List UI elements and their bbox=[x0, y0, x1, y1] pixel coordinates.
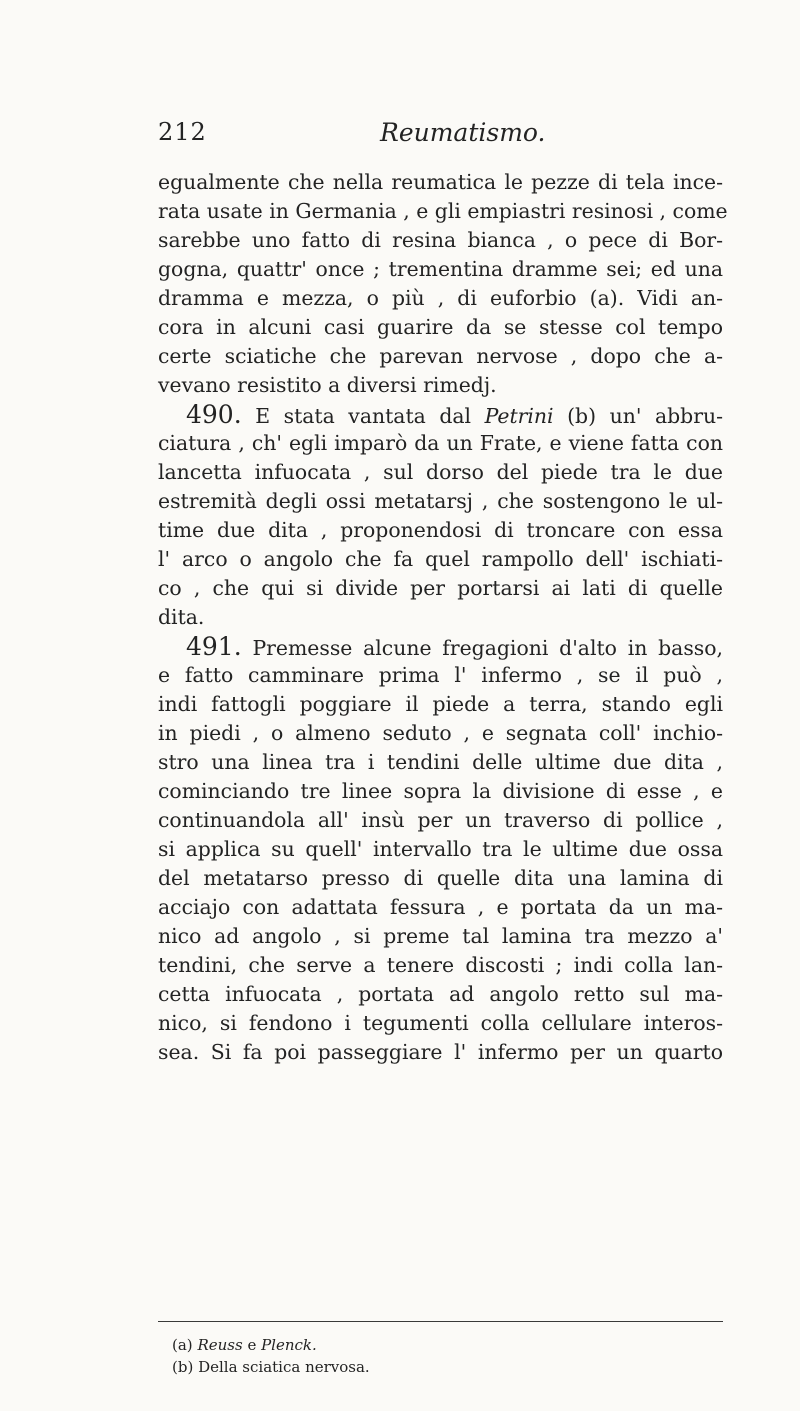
text-line: lancetta infuocata , sul dorso del piede tra le due bbox=[158, 460, 723, 484]
footnotes bbox=[172, 1334, 572, 1378]
footnote-text: Della sciatica nervosa. bbox=[198, 1358, 370, 1376]
footnote-mark: (b) bbox=[172, 1358, 194, 1376]
text-line: nico ad angolo , si preme tal lamina tra mezzo a' bbox=[158, 924, 723, 948]
text-line: sea. Si fa poi passeggiare l' infermo per un quarto bbox=[158, 1040, 723, 1064]
text-line: in piedi , o almeno seduto , e segnata coll' inchio- bbox=[158, 721, 723, 745]
text-line: cora in alcuni casi guarire da se stesse col tempo bbox=[158, 315, 723, 339]
text-line: ciatura , ch' egli imparò da un Frate, e viene fatta con bbox=[158, 431, 723, 455]
text-line: continuandola all' insù per un traverso di pollice , bbox=[158, 808, 723, 832]
text-line: sarebbe uno fatto di resina bianca , o pece di Bor- bbox=[158, 228, 723, 252]
text-line bbox=[158, 400, 723, 429]
text-line: stro una linea tra i tendini delle ultime due dita , bbox=[158, 750, 723, 774]
footnote bbox=[172, 1356, 572, 1378]
text-line: co , che qui si divide per portarsi ai lati di quelle bbox=[158, 576, 723, 600]
text-line: gogna, quattr' once ; trementina dramme sei; ed una bbox=[158, 257, 723, 281]
line-text: E stata vantata dal bbox=[255, 404, 485, 428]
text-line: nico, si fendono i tegumenti colla cellulare interos- bbox=[158, 1011, 723, 1035]
text-line: indi fattogli poggiare il piede a terra, stando egli bbox=[158, 692, 723, 716]
footnote-author: Reuss bbox=[197, 1336, 243, 1354]
author-name: Petrini bbox=[484, 404, 554, 428]
running-title: Reumatismo. bbox=[380, 118, 546, 147]
text-line: certe sciatiche che parevan nervose , dopo che a- bbox=[158, 344, 723, 368]
footnote-rule bbox=[158, 1321, 723, 1322]
running-head bbox=[158, 118, 718, 148]
text-line: dita. bbox=[158, 605, 205, 629]
footnote-text: e bbox=[242, 1336, 262, 1354]
line-text: (b) un' abbru- bbox=[553, 404, 724, 428]
text-line: e fatto camminare prima l' infermo , se il può , bbox=[158, 663, 723, 687]
text-line: cominciando tre linee sopra la divisione di esse , e bbox=[158, 779, 723, 803]
text-line: time due dita , proponendosi di troncare con essa bbox=[158, 518, 723, 542]
text-line: l' arco o angolo che fa quel rampollo dell' ischiati- bbox=[158, 547, 723, 571]
text-line: rata usate in Germania , e gli empiastri resinosi , come bbox=[158, 199, 728, 223]
text-line: tendini, che serve a tenere discosti ; indi colla lan- bbox=[158, 953, 723, 977]
text-line: estremità degli ossi metatarsj , che sostengono le ul- bbox=[158, 489, 723, 513]
text-line: egualmente che nella reumatica le pezze di tela ince- bbox=[158, 170, 723, 194]
line-text: Premesse alcune fregagioni d'alto in basso, bbox=[252, 636, 724, 660]
paragraph-number: 490. bbox=[186, 400, 242, 429]
page-number: 212 bbox=[158, 118, 207, 146]
paragraph-number: 491. bbox=[186, 632, 242, 661]
text-line: acciajo con adattata fessura , e portata da un ma- bbox=[158, 895, 723, 919]
text-line: dramma e mezza, o più , di euforbio (a). Vidi an- bbox=[158, 286, 723, 310]
footnote bbox=[172, 1334, 572, 1356]
text-line: cetta infuocata , portata ad angolo retto sul ma- bbox=[158, 982, 723, 1006]
footnote-author: Plenck. bbox=[261, 1336, 317, 1354]
text-line: si applica su quell' intervallo tra le ultime due ossa bbox=[158, 837, 723, 861]
text-line bbox=[158, 632, 723, 661]
body-text bbox=[158, 168, 728, 1067]
text-line: vevano resistito a diversi rimedj. bbox=[158, 373, 497, 397]
text-line: del metatarso presso di quelle dita una lamina di bbox=[158, 866, 723, 890]
footnote-mark: (a) bbox=[172, 1336, 193, 1354]
